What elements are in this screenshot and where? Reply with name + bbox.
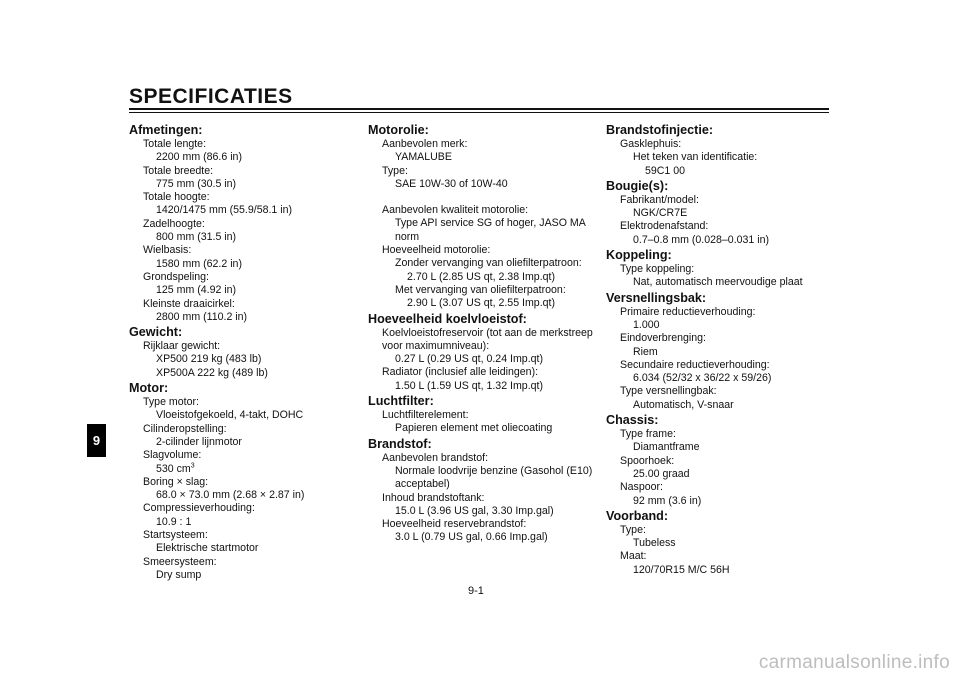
value-radiator: 1.50 L (1.59 US qt, 1.32 Imp.qt)	[395, 379, 544, 392]
label-hoeveelheid-motorolie: Hoeveelheid motorolie:	[382, 244, 491, 257]
label-slagvolume: Slagvolume:	[143, 449, 202, 462]
heading-brandstof: Brandstof:	[368, 436, 432, 451]
heading-gewicht: Gewicht:	[129, 325, 183, 340]
label-inhoud-brandstoftank: Inhoud brandstoftank:	[382, 491, 485, 504]
value-totale-hoogte: 1420/1475 mm (55.9/58.1 in)	[156, 204, 293, 217]
label-fabrikant-model: Fabrikant/model:	[620, 193, 699, 206]
title-rule-thin	[129, 112, 829, 113]
label-type-koppeling: Type koppeling:	[620, 263, 695, 276]
value-spoorhoek: 25.00 graad	[633, 467, 690, 480]
value-smeersysteem: Dry sump	[156, 568, 202, 581]
value-type-versnellingbak: Automatisch, V-snaar	[633, 398, 734, 411]
value-zadelhoogte: 800 mm (31.5 in)	[156, 231, 237, 244]
label-wielbasis: Wielbasis:	[143, 244, 192, 257]
label-band-maat: Maat:	[620, 550, 647, 563]
value-cilinderopstelling: 2-cilinder lijnmotor	[156, 435, 242, 448]
value-koelreservoir: 0.27 L (0.29 US qt, 0.24 Imp.qt)	[395, 353, 544, 366]
value-olie-type: SAE 10W-30 of 10W-40	[395, 177, 508, 190]
value-secundaire-reductie: 6.034 (52/32 x 36/22 x 59/26)	[633, 372, 772, 385]
heading-motor: Motor:	[129, 381, 169, 396]
heading-koelvloeistof: Hoeveelheid koelvloeistof:	[368, 311, 527, 326]
label-identificatie: Het teken van identificatie:	[633, 151, 758, 164]
label-secundaire-reductie: Secundaire reductieverhouding:	[620, 358, 770, 371]
label-zadelhoogte: Zadelhoogte:	[143, 217, 205, 230]
value-aanbevolen-merk: YAMALUBE	[395, 151, 452, 164]
value-boring-slag: 68.0 × 73.0 mm (2.68 × 2.87 in)	[156, 489, 305, 502]
column-left	[129, 122, 359, 582]
label-koelreservoir-2: voor maximumniveau):	[382, 339, 490, 352]
label-koelreservoir-1: Koelvloeistofreservoir (tot aan de merkstreep	[382, 326, 593, 339]
value-xp500: XP500 219 kg (483 lb)	[156, 353, 262, 366]
label-totale-hoogte: Totale hoogte:	[143, 191, 210, 204]
label-cilinderopstelling: Cilinderopstelling:	[143, 422, 227, 435]
label-draaicirkel: Kleinste draaicirkel:	[143, 297, 235, 310]
label-luchtfilterelement: Luchtfilterelement:	[382, 409, 469, 422]
value-wielbasis: 1580 mm (62.2 in)	[156, 257, 242, 270]
label-compressieverhouding: Compressieverhouding:	[143, 502, 255, 515]
heading-motorolie: Motorolie:	[368, 123, 429, 137]
column-middle	[368, 122, 598, 545]
label-elektrodenafstand: Elektrodenafstand:	[620, 220, 709, 233]
page-number: 9-1	[468, 585, 484, 597]
label-band-type: Type:	[620, 523, 646, 536]
label-smeersysteem: Smeersysteem:	[143, 555, 217, 568]
value-band-type: Tubeless	[633, 537, 676, 550]
label-eindoverbrenging: Eindoverbrenging:	[620, 332, 706, 345]
chapter-tab: 9	[87, 424, 106, 457]
value-naspoor: 92 mm (3.6 in)	[633, 494, 702, 507]
spacer	[368, 191, 598, 204]
value-type-koppeling: Nat, automatisch meervoudige plaat	[633, 276, 803, 289]
value-primaire-reductie: 1.000	[633, 318, 660, 331]
value-band-maat: 120/70R15 M/C 56H	[633, 563, 730, 576]
watermark: carmanualsonline.info	[758, 652, 950, 673]
value-aanbevolen-brandstof-2: acceptabel)	[395, 478, 450, 491]
value-met-filter: 2.90 L (3.07 US qt, 2.55 Imp.qt)	[407, 297, 556, 310]
label-zonder-filter: Zonder vervanging van oliefilterpatroon:	[395, 257, 582, 270]
label-boring-slag: Boring × slag:	[143, 475, 209, 488]
label-spoorhoek: Spoorhoek:	[620, 454, 675, 467]
label-olie-type: Type:	[382, 164, 408, 177]
heading-brandstofinjectie: Brandstofinjectie:	[606, 123, 714, 137]
value-elektrodenafstand: 0.7–0.8 mm (0.028–0.031 in)	[633, 233, 770, 246]
value-totale-breedte: 775 mm (30.5 in)	[156, 177, 237, 190]
heading-afmetingen: Afmetingen:	[129, 123, 203, 137]
slagvolume-number: 530 cm	[156, 462, 191, 475]
value-draaicirkel: 2800 mm (110.2 in)	[156, 310, 248, 323]
heading-koppeling: Koppeling:	[606, 248, 672, 263]
value-kwaliteit-motorolie-1: Type API service SG of hoger, JASO MA	[395, 217, 586, 230]
label-aanbevolen-merk: Aanbevolen merk:	[382, 138, 468, 150]
label-naspoor: Naspoor:	[620, 481, 663, 494]
value-aanbevolen-brandstof-1: Normale loodvrije benzine (Gasohol (E10)	[395, 464, 593, 477]
label-primaire-reductie: Primaire reductieverhouding:	[620, 305, 756, 318]
value-fabrikant-model: NGK/CR7E	[633, 207, 688, 220]
label-totale-lengte: Totale lengte:	[143, 138, 207, 150]
value-totale-lengte: 2200 mm (86.6 in)	[156, 151, 242, 164]
value-identificatie: 59C1 00	[645, 164, 686, 177]
value-reservebrandstof: 3.0 L (0.79 US gal, 0.66 Imp.gal)	[395, 531, 548, 544]
label-reservebrandstof: Hoeveelheid reservebrandstof:	[382, 518, 527, 531]
label-gasklephuis: Gasklephuis:	[620, 138, 682, 150]
label-rijklaar-gewicht: Rijklaar gewicht:	[143, 340, 221, 353]
heading-luchtfilter: Luchtfilter:	[368, 394, 434, 409]
value-inhoud-brandstoftank: 15.0 L (3.96 US gal, 3.30 Imp.gal)	[395, 504, 554, 517]
value-type-motor: Vloeistofgekoeld, 4-takt, DOHC	[156, 409, 304, 422]
value-type-frame: Diamantframe	[633, 441, 700, 454]
column-right	[606, 122, 836, 577]
value-luchtfilterelement: Papieren element met oliecoating	[395, 422, 553, 435]
value-grondspeling: 125 mm (4.92 in)	[156, 284, 237, 297]
label-type-versnellingbak: Type versnellingbak:	[620, 385, 717, 398]
label-grondspeling: Grondspeling:	[143, 270, 209, 283]
value-zonder-filter: 2.70 L (2.85 US qt, 2.38 Imp.qt)	[407, 270, 556, 283]
label-kwaliteit-motorolie: Aanbevolen kwaliteit motorolie:	[382, 204, 529, 217]
heading-chassis: Chassis:	[606, 413, 659, 428]
label-radiator: Radiator (inclusief alle leidingen):	[382, 366, 539, 379]
label-aanbevolen-brandstof: Aanbevolen brandstof:	[382, 451, 489, 464]
heading-bougie: Bougie(s):	[606, 178, 669, 193]
label-type-motor: Type motor:	[143, 396, 199, 409]
page-title: SPECIFICATIES	[129, 85, 293, 108]
value-kwaliteit-motorolie-2: norm	[395, 230, 420, 243]
label-startsysteem: Startsysteem:	[143, 529, 208, 542]
label-totale-breedte: Totale breedte:	[143, 164, 214, 177]
heading-voorband: Voorband:	[606, 508, 669, 523]
value-eindoverbrenging: Riem	[633, 345, 658, 358]
label-type-frame: Type frame:	[620, 428, 676, 441]
value-slagvolume	[129, 463, 359, 476]
value-startsysteem: Elektrische startmotor	[156, 542, 259, 555]
slagvolume-exponent: 3	[190, 462, 195, 469]
heading-versnellingsbak: Versnellingsbak:	[606, 290, 707, 305]
value-compressieverhouding: 10.9 : 1	[156, 515, 192, 528]
label-met-filter: Met vervanging van oliefilterpatroon:	[395, 283, 566, 296]
value-xp500a: XP500A 222 kg (489 lb)	[156, 366, 268, 379]
title-rule-thick	[129, 108, 829, 110]
